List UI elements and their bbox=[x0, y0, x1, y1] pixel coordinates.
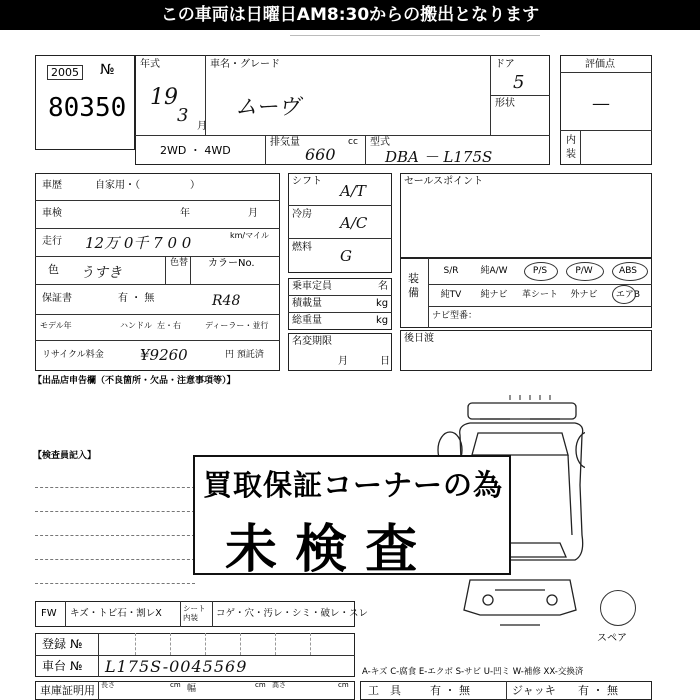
equip-aw: 純A/W bbox=[480, 266, 508, 276]
divider bbox=[170, 633, 171, 655]
number-mark: № bbox=[100, 62, 115, 78]
note-line bbox=[35, 511, 195, 512]
shamei-label: 車名・グレード bbox=[210, 59, 280, 70]
equip-abs-circle bbox=[612, 262, 648, 281]
shadai-label: 車台 № bbox=[42, 659, 83, 673]
recycle-label: リサイクル料金 bbox=[42, 350, 104, 360]
hyoka-value: — bbox=[592, 93, 610, 114]
note-line bbox=[35, 535, 195, 536]
jack-label: ジャッキ bbox=[512, 684, 556, 697]
equip-sr: S/R bbox=[443, 266, 459, 276]
sekisai-unit: kg bbox=[376, 298, 389, 309]
navi-label: ナビ型番： bbox=[432, 311, 478, 321]
equip-abs: ABS bbox=[619, 266, 637, 276]
naga-label: 長さ bbox=[101, 681, 115, 689]
year-value: 19 bbox=[150, 85, 178, 110]
top-divider bbox=[290, 35, 540, 36]
meigi-month: 月 bbox=[338, 356, 348, 367]
dealer-label: ディーラー・並行 bbox=[205, 321, 269, 330]
divider bbox=[135, 135, 550, 136]
chassis-number: L175S-0045569 bbox=[105, 657, 248, 676]
note-line bbox=[35, 559, 195, 560]
divider bbox=[428, 258, 429, 328]
month-value: 3 bbox=[177, 105, 189, 126]
hyoka-label: 評価点 bbox=[585, 59, 615, 70]
month-label: 月 bbox=[197, 121, 207, 132]
meigi-day: 日 bbox=[380, 356, 390, 367]
fw-label: FW bbox=[41, 608, 57, 619]
divider bbox=[288, 238, 392, 239]
naigai-label-2: 装 bbox=[566, 149, 576, 160]
divider bbox=[288, 312, 392, 313]
shift-label: シフト bbox=[292, 176, 322, 187]
damage-legend: A-キズ C-腐食 E-エクボ S-サビ U-凹ミ W-補修 XX-交換済 bbox=[362, 667, 584, 677]
reibo-value: A/C bbox=[340, 214, 368, 232]
divider bbox=[365, 135, 366, 165]
year-stamp: 2005 bbox=[47, 65, 83, 80]
nenryo-label: 燃料 bbox=[292, 242, 312, 253]
nensiki-label: 年式 bbox=[140, 59, 160, 70]
handle-label: ハンドル bbox=[120, 321, 152, 330]
keijo-label: 形状 bbox=[495, 98, 515, 109]
hoshosho-value: 有 ・ 無 bbox=[118, 293, 155, 304]
divider bbox=[98, 633, 99, 677]
soubi-label: 装備 bbox=[408, 272, 419, 299]
recycle-value: ¥9260 bbox=[140, 346, 188, 364]
divider bbox=[580, 130, 581, 165]
sales-label: セールスポイント bbox=[404, 176, 484, 187]
equip-navi: 純ナビ bbox=[480, 290, 508, 300]
hoshosho-label: 保証書 bbox=[42, 293, 72, 304]
equip-airbag: エアB bbox=[615, 290, 641, 300]
divider bbox=[35, 314, 280, 315]
shaken-label: 車検 bbox=[42, 208, 62, 219]
seat-items: コゲ・穴・汚レ・シミ・破レ・スレ bbox=[216, 608, 369, 619]
soko-label: 走行 bbox=[42, 236, 62, 247]
divider bbox=[35, 340, 280, 341]
km-label: km/マイル bbox=[230, 231, 269, 240]
reibo-label: 冷房 bbox=[292, 209, 312, 220]
iro-kae-label: 色替 bbox=[170, 258, 189, 268]
shareki-value: 自家用・（ ） bbox=[95, 180, 200, 191]
divider bbox=[135, 633, 136, 655]
divider bbox=[180, 601, 181, 627]
koshin-box bbox=[400, 330, 652, 371]
divider bbox=[212, 601, 213, 627]
koshin-label: 後日渡 bbox=[404, 333, 434, 344]
cm-1: cm bbox=[170, 681, 181, 689]
juryo-unit: kg bbox=[376, 315, 389, 326]
drive-label: 2WD ・ 4WD bbox=[160, 144, 231, 157]
haba-label: 幅 bbox=[187, 684, 197, 694]
history-box bbox=[35, 173, 280, 371]
stamp-box bbox=[193, 455, 511, 580]
equip-pw: P/W bbox=[575, 266, 593, 276]
katashiki-label: 型式 bbox=[370, 137, 390, 148]
divider bbox=[288, 295, 392, 296]
color-value: うすき bbox=[80, 265, 122, 281]
note-line bbox=[35, 487, 195, 488]
color-no-label: カラーNo. bbox=[208, 258, 255, 269]
kogu-value: 有 ・ 無 bbox=[430, 684, 470, 697]
divider bbox=[98, 681, 99, 700]
car-name: ムーヴ bbox=[235, 95, 300, 120]
model-code: DBA － L175S bbox=[385, 148, 493, 166]
jack-value: 有 ・ 無 bbox=[578, 684, 618, 697]
header-banner: この車両は日曜日AM8:30からの搬出となります bbox=[0, 0, 700, 30]
color-no-value: R48 bbox=[212, 293, 241, 309]
spare-label: スペア bbox=[597, 633, 627, 644]
juryo-label: 総重量 bbox=[292, 315, 322, 326]
divider bbox=[35, 284, 280, 285]
divider bbox=[65, 601, 66, 627]
equip-airbag-circle bbox=[612, 285, 636, 304]
mileage-value: 12万 0千 7 0 0 bbox=[85, 234, 192, 252]
divider bbox=[275, 633, 276, 655]
equip-ps-circle bbox=[524, 262, 558, 281]
meigi-label: 名変期限 bbox=[292, 336, 332, 347]
equip-leather: 革シート bbox=[521, 290, 558, 300]
divider bbox=[428, 306, 652, 307]
lot-number: 80350 bbox=[48, 93, 127, 123]
divider bbox=[35, 256, 280, 257]
door-label: ドア bbox=[495, 59, 515, 70]
naigai-label-1: 内 bbox=[566, 135, 576, 146]
divider bbox=[560, 130, 652, 131]
seat-label: シート内装 bbox=[183, 604, 206, 622]
divider bbox=[190, 256, 191, 284]
kensa-label: 【検査員記入】 bbox=[33, 451, 97, 461]
handle-value: 左・右 bbox=[157, 321, 181, 330]
haikiryo-value: 660 bbox=[305, 145, 336, 164]
divider bbox=[35, 200, 280, 201]
taka-label: 高さ bbox=[272, 681, 286, 689]
kogu-label: 工 具 bbox=[368, 684, 401, 697]
shomei-label: 車庫証明用 bbox=[40, 684, 95, 697]
teiin-label: 乗車定員 bbox=[292, 281, 332, 292]
divider bbox=[288, 205, 392, 206]
divider bbox=[310, 633, 311, 655]
shareki-label: 車歴 bbox=[42, 180, 62, 191]
model-year-label: モデル年 bbox=[40, 321, 72, 330]
shift-value: A/T bbox=[340, 182, 366, 200]
spare-tire-circle bbox=[600, 590, 636, 626]
shaken-year: 年 bbox=[180, 208, 190, 219]
divider bbox=[265, 135, 266, 165]
divider bbox=[560, 72, 652, 73]
iro-label: 色 bbox=[48, 263, 59, 276]
equip-pw-circle bbox=[566, 262, 604, 281]
shaken-month: 月 bbox=[248, 208, 258, 219]
divider bbox=[205, 633, 206, 655]
recycle-unit: 円 預託済 bbox=[225, 350, 264, 360]
shuppin-label: 【出品店申告欄（不良箇所・欠品・注意事項等）】 bbox=[33, 376, 236, 386]
haikiryo-label: 排気量 bbox=[270, 137, 300, 148]
sekisai-label: 積載量 bbox=[292, 298, 322, 309]
equip-tv: 純TV bbox=[440, 290, 462, 300]
nenryo-value: G bbox=[340, 247, 352, 265]
divider bbox=[165, 256, 166, 284]
divider bbox=[240, 633, 241, 655]
cm-3: cm bbox=[338, 681, 349, 689]
stamp-line-2: 未 検 査 bbox=[225, 519, 418, 580]
divider bbox=[506, 681, 507, 700]
divider bbox=[35, 228, 280, 229]
divider bbox=[35, 655, 355, 656]
equip-ps: P/S bbox=[532, 266, 548, 276]
stamp-line-1: 買取保証コーナーの為 bbox=[203, 468, 504, 502]
door-value: 5 bbox=[513, 72, 525, 93]
cm-2: cm bbox=[255, 681, 266, 689]
divider bbox=[490, 95, 550, 96]
cc-label: cc bbox=[348, 137, 358, 147]
teiin-unit: 名 bbox=[378, 281, 388, 292]
note-line bbox=[35, 583, 195, 584]
toroku-label: 登録 № bbox=[42, 637, 83, 651]
fw-items: キズ・トビ石・割レX bbox=[70, 608, 162, 619]
equip-ext-navi: 外ナビ bbox=[570, 290, 598, 300]
